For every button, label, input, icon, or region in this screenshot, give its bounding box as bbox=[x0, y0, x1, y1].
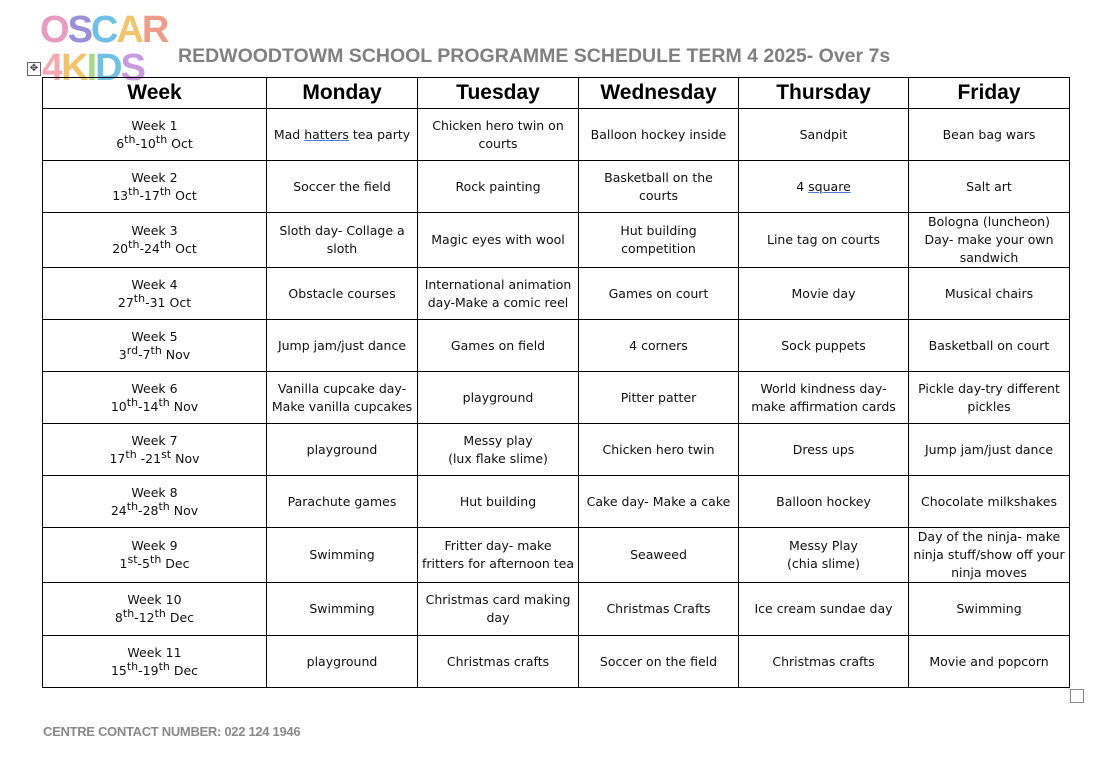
activity-cell-mon: Vanilla cupcake day- Make vanilla cupcakes bbox=[267, 372, 418, 424]
activity-cell-tue: Magic eyes with wool bbox=[418, 213, 579, 268]
activity-cell-tue: Fritter day- make fritters for afternoon tea bbox=[418, 528, 579, 583]
header-wednesday: Wednesday bbox=[579, 78, 739, 109]
table-row bbox=[43, 476, 1070, 528]
activity-cell-thu: Ice cream sundae day bbox=[739, 583, 909, 636]
week-dates: 24th-28th Nov bbox=[110, 499, 199, 518]
activity-cell-mon: Mad hatters tea party bbox=[267, 109, 418, 161]
activity-cell-fri: Swimming bbox=[909, 583, 1070, 636]
week-label: Week 5 bbox=[131, 328, 178, 344]
table-row bbox=[43, 528, 1070, 583]
activity-cell-thu: Line tag on courts bbox=[739, 213, 909, 268]
week-label: Week 4 bbox=[131, 276, 178, 292]
table-row bbox=[43, 109, 1070, 161]
table-row bbox=[43, 213, 1070, 268]
activity-cell-tue: playground bbox=[418, 372, 579, 424]
activity-cell-thu: Christmas crafts bbox=[739, 636, 909, 688]
activity-cell-thu: Dress ups bbox=[739, 424, 909, 476]
week-label: Week 2 bbox=[131, 169, 178, 185]
table-move-handle-icon[interactable]: ✥ bbox=[27, 62, 41, 76]
week-dates: 10th-14th Nov bbox=[110, 395, 199, 414]
table-row bbox=[43, 424, 1070, 476]
week-dates: 27th-31 Oct bbox=[117, 291, 192, 310]
activity-cell-tue: Christmas crafts bbox=[418, 636, 579, 688]
table-resize-handle[interactable] bbox=[1070, 689, 1084, 703]
activity-cell-fri: Chocolate milkshakes bbox=[909, 476, 1070, 528]
activity-cell-tue: Christmas card making day bbox=[418, 583, 579, 636]
schedule-table bbox=[42, 77, 1070, 688]
activity-cell-mon: playground bbox=[267, 424, 418, 476]
activity-cell-thu: Balloon hockey bbox=[739, 476, 909, 528]
activity-cell-fri: Basketball on court bbox=[909, 320, 1070, 372]
activity-cell-mon: Jump jam/just dance bbox=[267, 320, 418, 372]
table-row bbox=[43, 636, 1070, 688]
activity-cell-wed: Pitter patter bbox=[579, 372, 739, 424]
activity-cell-fri: Salt art bbox=[909, 161, 1070, 213]
week-cell bbox=[43, 372, 267, 424]
page-title: REDWOODTOWM SCHOOL PROGRAMME SCHEDULE TERM 4 2025- Over 7s bbox=[178, 45, 891, 67]
activity-cell-fri: Musical chairs bbox=[909, 268, 1070, 320]
activity-cell-thu: Sandpit bbox=[739, 109, 909, 161]
week-label: Week 7 bbox=[131, 432, 178, 448]
header-thursday: Thursday bbox=[739, 78, 909, 109]
activity-cell-fri: Bean bag wars bbox=[909, 109, 1070, 161]
activity-cell-wed: Basketball on the courts bbox=[579, 161, 739, 213]
week-cell bbox=[43, 161, 267, 213]
table-row bbox=[43, 583, 1070, 636]
activity-cell-tue: Rock painting bbox=[418, 161, 579, 213]
activity-cell-mon: Soccer the field bbox=[267, 161, 418, 213]
activity-cell-fri: Day of the ninja- make ninja stuff/show off your ninja moves bbox=[909, 528, 1070, 583]
week-dates: 8th-12th Dec bbox=[114, 606, 195, 625]
week-dates: 1st-5th Dec bbox=[119, 552, 190, 571]
week-dates: 15th-19th Dec bbox=[110, 659, 199, 678]
week-cell bbox=[43, 109, 267, 161]
activity-cell-wed: Christmas Crafts bbox=[579, 583, 739, 636]
activity-cell-thu: 4 square bbox=[739, 161, 909, 213]
activity-cell-mon: Sloth day- Collage a sloth bbox=[267, 213, 418, 268]
activity-cell-wed: Soccer on the field bbox=[579, 636, 739, 688]
week-dates: 13th-17th Oct bbox=[112, 184, 197, 203]
activity-cell-tue: Hut building bbox=[418, 476, 579, 528]
week-label: Week 9 bbox=[131, 538, 178, 553]
table-row bbox=[43, 268, 1070, 320]
activity-cell-wed: 4 corners bbox=[579, 320, 739, 372]
header-friday: Friday bbox=[909, 78, 1070, 109]
week-dates: 17th -21st Nov bbox=[109, 447, 200, 466]
activity-cell-thu: Sock puppets bbox=[739, 320, 909, 372]
week-label: Week 11 bbox=[127, 644, 182, 660]
activity-cell-tue: International animation day-Make a comic reel bbox=[418, 268, 579, 320]
activity-cell-fri: Jump jam/just dance bbox=[909, 424, 1070, 476]
week-label: Week 3 bbox=[131, 223, 178, 238]
week-label: Week 8 bbox=[131, 484, 178, 500]
svg-text:4KIDS: 4KIDS bbox=[42, 47, 144, 86]
week-cell bbox=[43, 636, 267, 688]
table-row bbox=[43, 161, 1070, 213]
activity-cell-wed: Hut building competition bbox=[579, 213, 739, 268]
header-monday: Monday bbox=[267, 78, 418, 109]
week-label: Week 6 bbox=[131, 380, 178, 396]
table-row bbox=[43, 320, 1070, 372]
header-row bbox=[43, 78, 1070, 109]
table-row bbox=[43, 372, 1070, 424]
activity-cell-wed: Seaweed bbox=[579, 528, 739, 583]
week-cell bbox=[43, 528, 267, 583]
week-cell bbox=[43, 424, 267, 476]
oscar4kids-logo bbox=[40, 4, 180, 86]
activity-cell-wed: Cake day- Make a cake bbox=[579, 476, 739, 528]
activity-cell-mon: Parachute games bbox=[267, 476, 418, 528]
activity-cell-tue: Chicken hero twin on courts bbox=[418, 109, 579, 161]
header-tuesday: Tuesday bbox=[418, 78, 579, 109]
activity-cell-mon: playground bbox=[267, 636, 418, 688]
activity-cell-wed: Chicken hero twin bbox=[579, 424, 739, 476]
activity-cell-wed: Balloon hockey inside bbox=[579, 109, 739, 161]
svg-text:OSCAR: OSCAR bbox=[40, 9, 168, 51]
activity-cell-wed: Games on court bbox=[579, 268, 739, 320]
contact-number: CENTRE CONTACT NUMBER: 022 124 1946 bbox=[43, 724, 301, 739]
week-label: Week 10 bbox=[127, 592, 182, 607]
week-cell bbox=[43, 268, 267, 320]
week-cell bbox=[43, 213, 267, 268]
activity-cell-thu: Messy Play (chia slime) bbox=[739, 528, 909, 583]
activity-cell-fri: Movie and popcorn bbox=[909, 636, 1070, 688]
week-cell bbox=[43, 476, 267, 528]
activity-cell-mon: Swimming bbox=[267, 583, 418, 636]
week-cell bbox=[43, 320, 267, 372]
week-label: Week 1 bbox=[131, 117, 178, 133]
week-dates: 20th-24th Oct bbox=[112, 237, 197, 256]
activity-cell-mon: Obstacle courses bbox=[267, 268, 418, 320]
activity-cell-fri: Pickle day-try different pickles bbox=[909, 372, 1070, 424]
activity-cell-tue: Messy play (lux flake slime) bbox=[418, 424, 579, 476]
week-dates: 6th-10th Oct bbox=[116, 132, 193, 151]
activity-cell-thu: World kindness day- make affirmation cards bbox=[739, 372, 909, 424]
activity-cell-tue: Games on field bbox=[418, 320, 579, 372]
activity-cell-mon: Swimming bbox=[267, 528, 418, 583]
activity-cell-thu: Movie day bbox=[739, 268, 909, 320]
week-cell bbox=[43, 583, 267, 636]
header-week: Week bbox=[43, 78, 267, 109]
activity-cell-fri: Bologna (luncheon) Day- make your own sandwich bbox=[909, 213, 1070, 268]
week-dates: 3rd-7th Nov bbox=[118, 343, 191, 362]
